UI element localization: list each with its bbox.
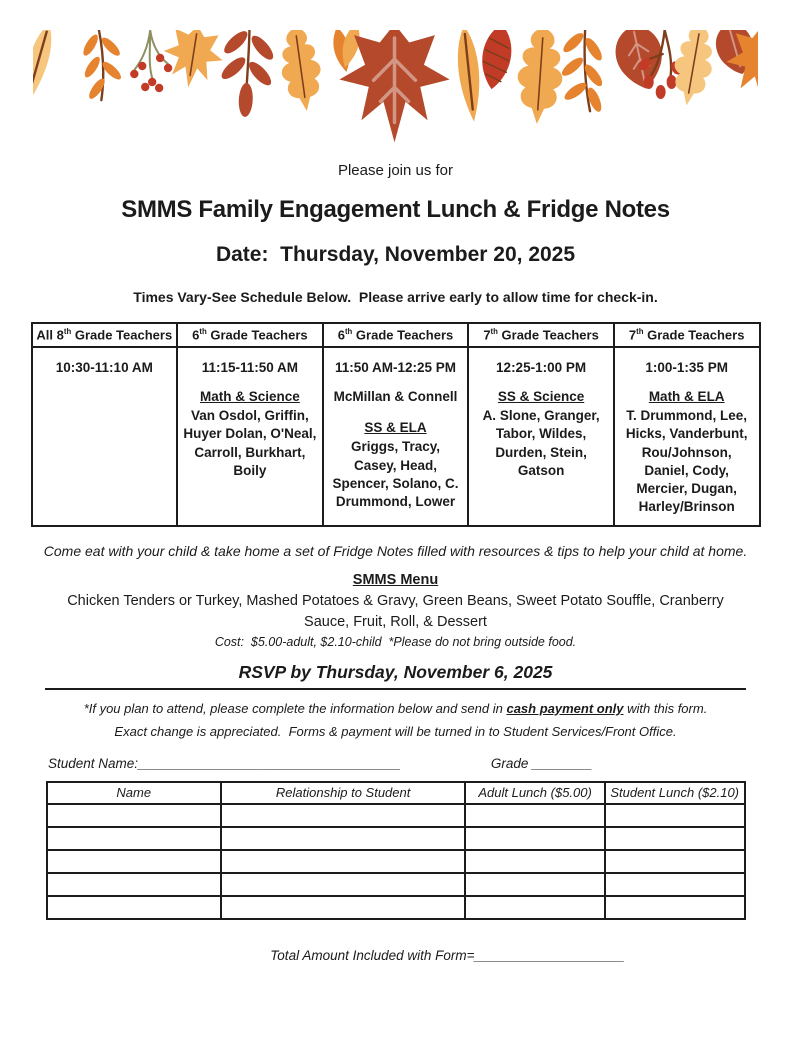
rsvp-empty-cell	[465, 896, 605, 919]
session-teachers: Van Osdol, Griffin, Huyer Dolan, O'Neal, Carroll, Burkhart, Boily	[183, 408, 317, 478]
rsvp-empty-row	[47, 873, 745, 896]
exact-change-note: Exact change is appreciated. Forms & payment will be turned in to Student Services/Front Office.	[114, 723, 677, 739]
student-name-blank: ___________________________________	[138, 755, 401, 771]
session-teachers: Griggs, Tracy, Casey, Head, Spencer, Solano, C. Drummond, Lower	[332, 439, 459, 510]
rsvp-empty-cell	[47, 804, 222, 827]
schedule-body-row	[32, 347, 760, 526]
rsvp-empty-cell	[221, 873, 465, 896]
divider-rule	[45, 688, 746, 690]
session-time: 10:30-11:10 AM	[55, 360, 153, 375]
cost-line: Cost: $5.00-adult, $2.10-child *Please do not bring outside food.	[214, 634, 577, 649]
schedule-cell-1	[32, 347, 178, 526]
rsvp-header-row	[47, 782, 745, 804]
rsvp-empty-row	[47, 850, 745, 873]
rsvp-empty-cell	[221, 896, 465, 919]
session-time: 12:25-1:00 PM	[496, 360, 587, 375]
schedule-cell-4	[468, 347, 614, 526]
rsvp-empty-cell	[465, 873, 605, 896]
autumn-leaves-banner	[33, 30, 758, 148]
rsvp-empty-cell	[605, 827, 745, 850]
session-subject: Math & Science	[200, 389, 300, 404]
session-teachers: A. Slone, Granger, Tabor, Wildes, Durden, Stein, Gatson	[482, 408, 600, 478]
rsvp-empty-cell	[221, 850, 465, 873]
schedule-col-header-2: 6th Grade Teachers	[177, 323, 323, 347]
rsvp-heading: RSVP by Thursday, November 6, 2025	[238, 661, 553, 682]
payment-note: *If you plan to attend, please complete the information below and send in cash payment only with this form.	[83, 700, 708, 716]
rsvp-table-body	[47, 804, 745, 919]
rsvp-empty-cell	[47, 896, 222, 919]
rsvp-empty-cell	[465, 804, 605, 827]
rsvp-col-adult-lunch: Adult Lunch ($5.00)	[465, 782, 605, 804]
rsvp-empty-cell	[605, 873, 745, 896]
rsvp-empty-cell	[47, 827, 222, 850]
rsvp-empty-cell	[47, 850, 222, 873]
session-time: 11:15-11:50 AM	[201, 360, 299, 375]
autumn-leaves-banner-graphic	[33, 30, 758, 148]
intro-line: Please join us for	[337, 162, 454, 179]
rsvp-empty-cell	[465, 827, 605, 850]
schedule-cell-3	[323, 347, 469, 526]
schedule-col-header-1: All 8th Grade Teachers	[32, 323, 178, 347]
cash-payment-emphasis: cash payment only	[506, 700, 624, 716]
page-title: SMMS Family Engagement Lunch & Fridge Notes	[121, 196, 670, 223]
rsvp-empty-cell	[605, 804, 745, 827]
schedule-header-row	[32, 323, 760, 347]
schedule-table	[31, 322, 761, 527]
menu-heading: SMMS Menu	[352, 571, 439, 588]
session-subject: Math & ELA	[648, 389, 725, 404]
rsvp-col-name: Name	[47, 782, 222, 804]
rsvp-empty-cell	[465, 850, 605, 873]
rsvp-empty-cell	[221, 827, 465, 850]
times-note: Times Vary-See Schedule Below. Please arrive early to allow time for check-in.	[133, 289, 658, 305]
student-info-row	[48, 756, 746, 771]
rsvp-empty-cell	[47, 873, 222, 896]
rsvp-empty-cell	[605, 896, 745, 919]
schedule-col-header-4: 7th Grade Teachers	[468, 323, 614, 347]
total-amount-label: Total Amount Included with Form=	[270, 947, 475, 963]
session-teachers: T. Drummond, Lee, Hicks, Vanderbunt, Rou/Johnson, Daniel, Cody, Mercier, Dugan, Harley/Brinson	[625, 408, 748, 515]
session-extra-teachers: McMillan & Connell	[333, 389, 458, 404]
rsvp-empty-row	[47, 804, 745, 827]
come-eat-line: Come eat with your child & take home a set of Fridge Notes filled with resources & tips to help your child at home.	[43, 542, 748, 559]
session-subject: SS & ELA	[364, 420, 427, 436]
rsvp-empty-row	[47, 827, 745, 850]
grade-group	[491, 756, 592, 771]
grade-label: Grade	[490, 755, 533, 771]
event-date: Date: Thursday, November 20, 2025	[215, 243, 576, 266]
schedule-cell-2	[177, 347, 323, 526]
rsvp-table	[46, 781, 746, 920]
session-time: 11:50 AM-12:25 PM	[334, 360, 457, 375]
rsvp-col-relationship: Relationship to Student	[221, 782, 465, 804]
rsvp-col-student-lunch: Student Lunch ($2.10)	[605, 782, 745, 804]
menu-items: Chicken Tenders or Turkey, Mashed Potatoes & Gravy, Green Beans, Sweet Potato Souffle, Cranberry Sauce, Fruit, Roll, & Dessert	[67, 592, 724, 630]
rsvp-empty-row	[47, 896, 745, 919]
schedule-col-header-5: 7th Grade Teachers	[614, 323, 760, 347]
rsvp-empty-cell	[605, 850, 745, 873]
grade-blank: ________	[532, 755, 593, 771]
total-amount-line	[52, 948, 791, 963]
total-amount-blank: ____________________	[474, 947, 625, 963]
session-time: 1:00-1:35 PM	[645, 360, 728, 375]
student-name-label: Student Name:	[48, 755, 139, 771]
session-subject: SS & Science	[497, 389, 585, 404]
rsvp-empty-cell	[221, 804, 465, 827]
schedule-col-header-3: 6th Grade Teachers	[323, 323, 469, 347]
schedule-cell-5	[614, 347, 760, 526]
